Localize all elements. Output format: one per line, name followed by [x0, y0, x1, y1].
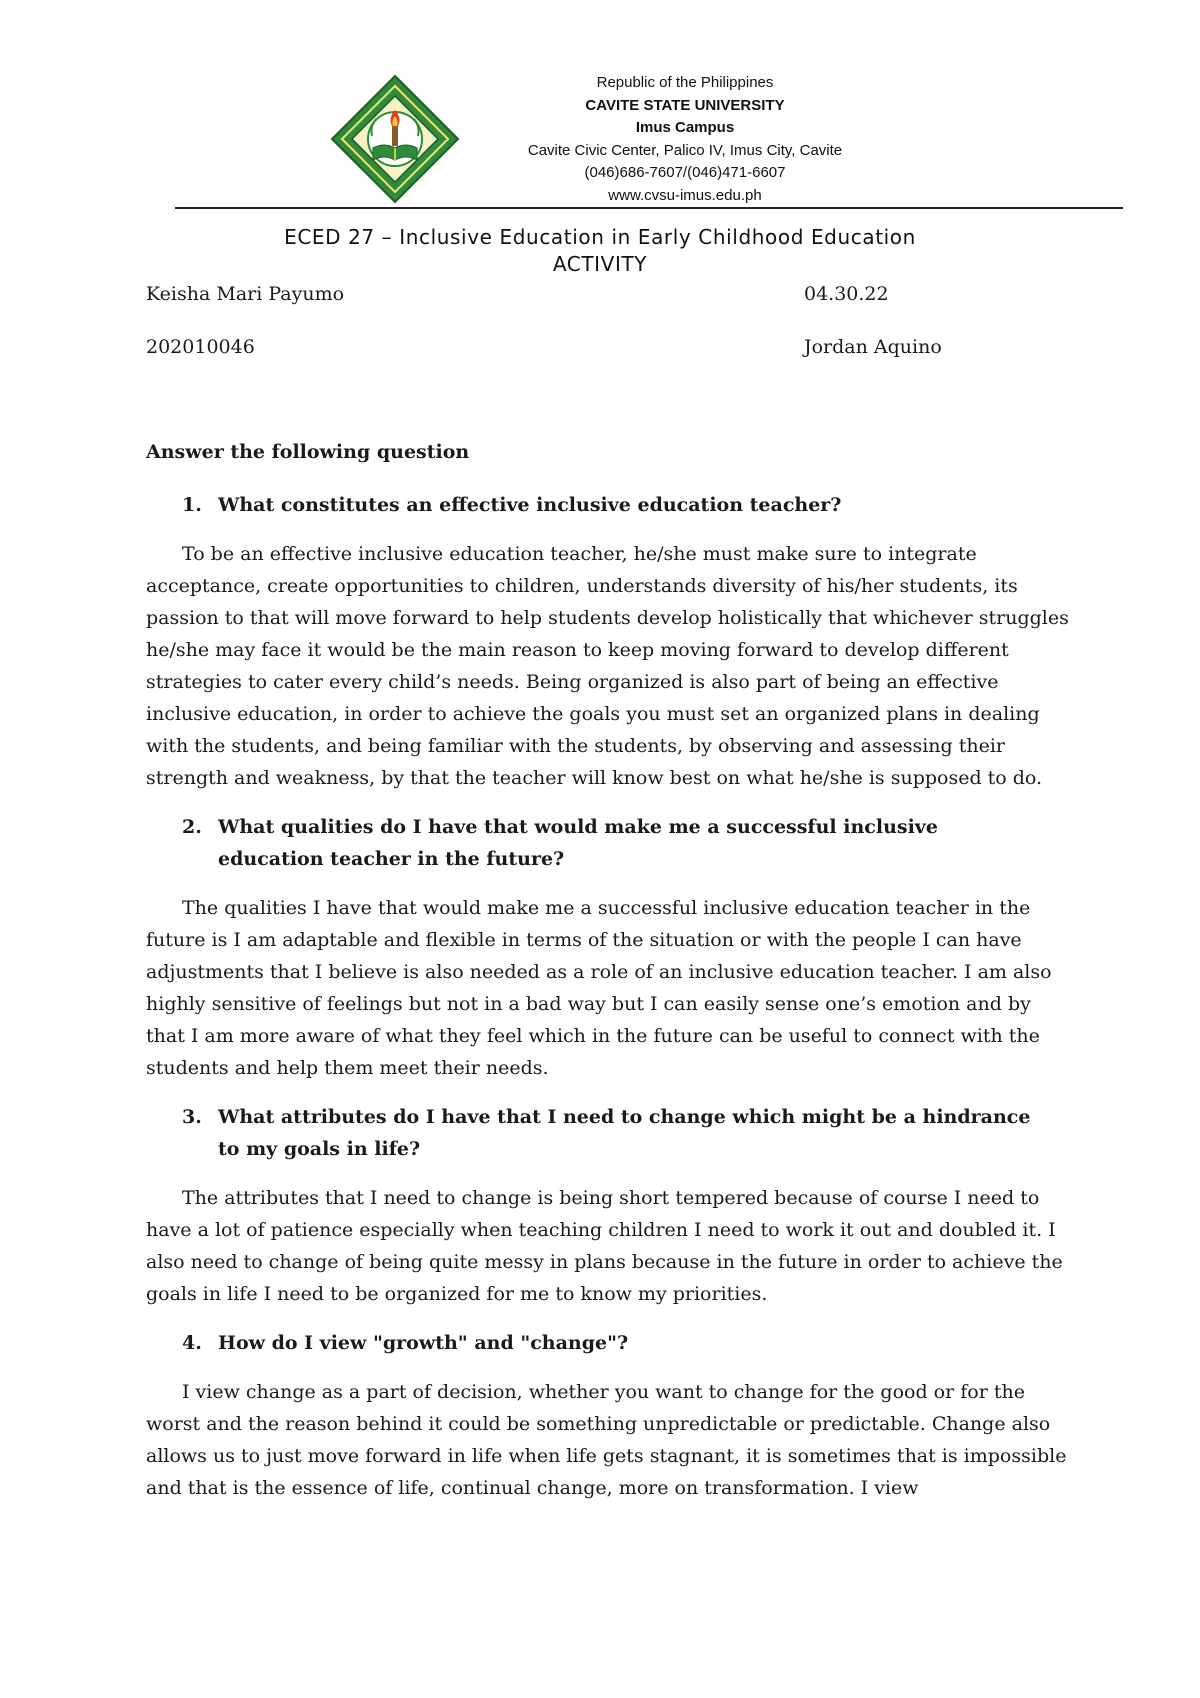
- university-header-text: [470, 72, 900, 207]
- answer-3: The attributes that I need to change is being short tempered because of course I need to have a lot of patience especially when teaching children I need to work it out and doubled it. I also need to change of being quite messy in plans because in the future in order to achieve the goals in life I need to be organized for me to know my priorities.: [146, 1187, 1063, 1305]
- campus-name: Imus Campus: [635, 119, 735, 136]
- campus-website: www.cvsu-imus.edu.ph: [608, 186, 762, 204]
- question-number: 2.: [182, 816, 202, 838]
- university-seal-icon: [330, 74, 460, 204]
- republic-line: Republic of the Philippines: [596, 74, 774, 91]
- header-divider: [175, 207, 1123, 209]
- course-title: ECED 27 – Inclusive Education in Early Childhood Education: [284, 225, 916, 249]
- activity-subtitle: ACTIVITY: [552, 252, 648, 276]
- document-body: [146, 436, 1072, 1521]
- question-4: [146, 1327, 1072, 1359]
- university-name: CAVITE STATE UNIVERSITY: [585, 96, 785, 114]
- instructor-name: Jordan Aquino: [804, 336, 942, 358]
- question-3: [146, 1101, 1072, 1165]
- question-text: How do I view "growth" and "change"?: [218, 1332, 629, 1354]
- question-2: [146, 811, 1072, 875]
- question-1: [146, 489, 1072, 521]
- question-text: What constitutes an effective inclusive education teacher?: [218, 494, 842, 516]
- submission-date: 04.30.22: [804, 283, 889, 305]
- question-text: What qualities do I have that would make me a successful inclusive education teacher in the future?: [218, 816, 938, 870]
- question-number: 1.: [182, 494, 202, 516]
- student-name: Keisha Mari Payumo: [146, 283, 345, 305]
- question-number: 4.: [182, 1332, 202, 1354]
- campus-phone: (046)686-7607/(046)471-6607: [584, 164, 786, 181]
- letterhead: [330, 72, 930, 202]
- student-number: 202010046: [146, 336, 255, 358]
- answer-1: To be an effective inclusive education teacher, he/she must make sure to integrate acceptance, create opportunities to children, understands diversity of his/her students, its passion to that will move forward to help students develop holistically that whichever struggles he/she may face it would be the main reason to keep moving forward to develop different strategies to cater every child’s needs. Being organized is also part of being an effective inclusive education, in order to achieve the goals you must set an organized plans in dealing with the students, and being familiar with the students, by observing and assessing their strength and weakness, by that the teacher will know best on what he/she is supposed to do.: [146, 543, 1069, 789]
- question-text: What attributes do I have that I need to change which might be a hindrance to my goals in life?: [218, 1106, 1031, 1160]
- instruction-heading: Answer the following question: [146, 441, 470, 463]
- answer-2: The qualities I have that would make me a successful inclusive education teacher in the future is I am adaptable and flexible in terms of the situation or with the people I can have adjustments that I believe is also needed as a role of an inclusive education teacher. I am also highly sensitive of feelings but not in a bad way but I can easily sense one’s emotion and by that I am more aware of what they feel which in the future can be useful to connect with the students and help them meet their needs.: [146, 897, 1052, 1079]
- campus-address: Cavite Civic Center, Palico IV, Imus City, Cavite: [527, 141, 843, 159]
- document-title: [150, 224, 1050, 278]
- question-number: 3.: [182, 1106, 202, 1128]
- answer-4: I view change as a part of decision, whether you want to change for the good or for the worst and the reason behind it could be something unpredictable or predictable. Change also allows us to just move forward in life when life gets stagnant, it is sometimes that is impossible and that is the essence of life, continual change, more on transformation. I view: [146, 1381, 1067, 1499]
